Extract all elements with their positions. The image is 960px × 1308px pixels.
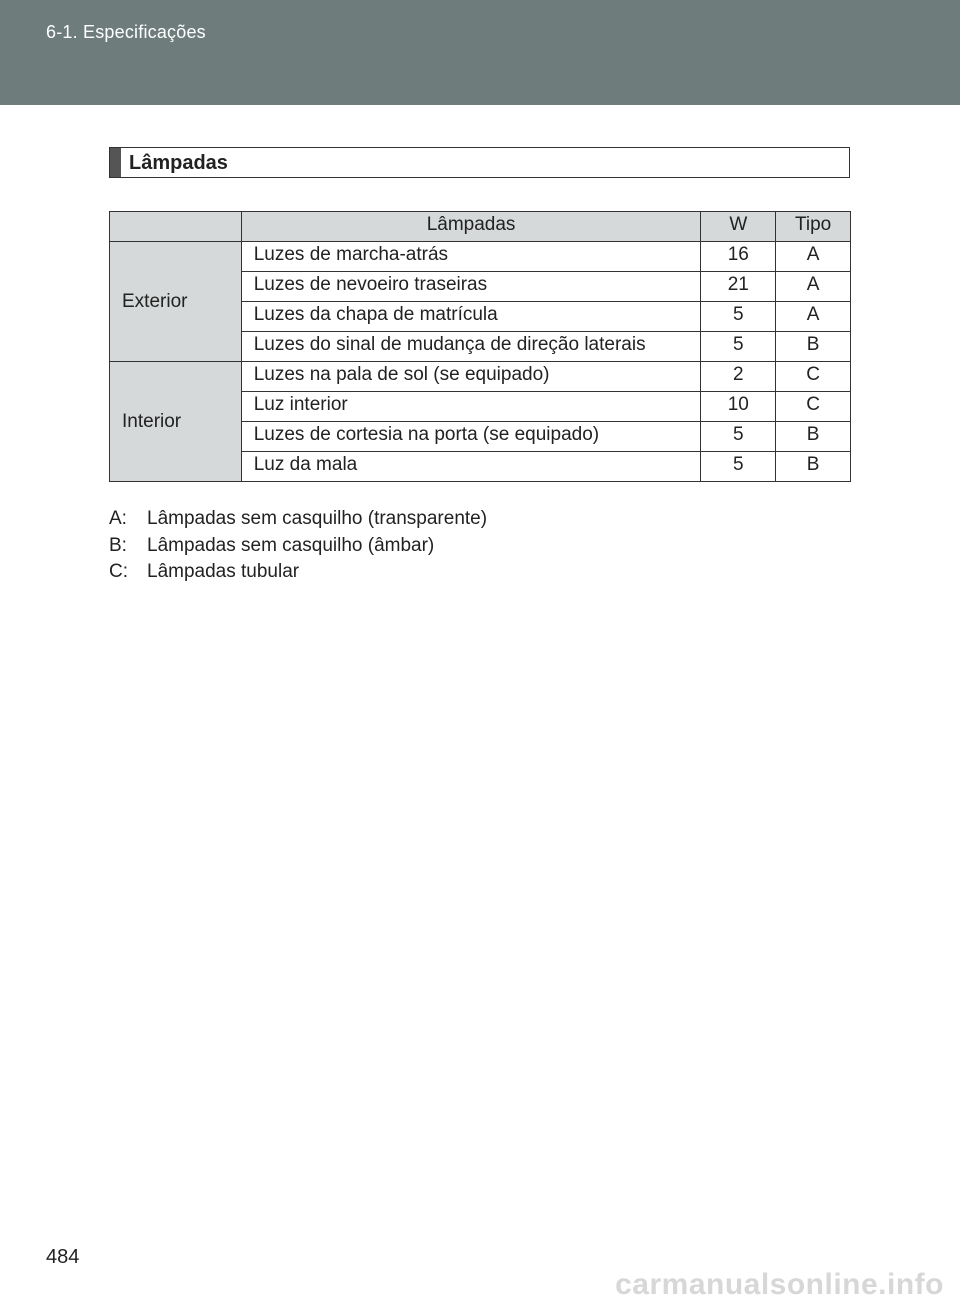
legend-text: Lâmpadas sem casquilho (transparente) [147,508,488,529]
bulb-watts: 16 [701,242,776,272]
watermark: carmanualsonline.info [615,1268,944,1301]
header-band [0,0,960,105]
bulb-name: Luzes na pala de sol (se equipado) [241,362,701,392]
bulb-watts: 5 [701,302,776,332]
page-number: 484 [46,1246,80,1268]
bulb-type: B [776,332,851,362]
heading-accent-bar [110,148,121,177]
bulb-name: Luzes do sinal de mudança de direção laterais [241,332,701,362]
bulb-type: C [776,362,851,392]
bulb-name: Luz da mala [241,452,701,482]
bulb-name: Luzes da chapa de matrícula [241,302,701,332]
header-cell-watts: W [701,212,776,242]
bulb-watts: 5 [701,422,776,452]
table-row [110,242,851,272]
bulb-type: B [776,452,851,482]
bulb-type: A [776,272,851,302]
bulb-name: Luzes de marcha-atrás [241,242,701,272]
bulbs-table [109,211,851,482]
header-cell-group [110,212,242,242]
bulb-type: B [776,422,851,452]
bulb-name: Luzes de nevoeiro traseiras [241,272,701,302]
legend-key: C: [109,561,128,582]
table-header-row [110,212,851,242]
heading-box [109,147,850,178]
legend-text: Lâmpadas tubular [147,561,300,582]
bulb-watts: 2 [701,362,776,392]
bulb-type: A [776,242,851,272]
legend-text: Lâmpadas sem casquilho (âmbar) [147,534,435,556]
type-legend [109,506,487,586]
page-heading: Lâmpadas [129,152,228,174]
bulb-watts: 21 [701,272,776,302]
bulb-name: Luzes de cortesia na porta (se equipado) [241,422,701,452]
bulb-type: A [776,302,851,332]
group-label-interior: Interior [110,362,242,482]
header-cell-type: Tipo [776,212,851,242]
section-title: 6-1. Especificações [46,22,206,42]
bulb-watts: 5 [701,452,776,482]
header-cell-bulbs: Lâmpadas [241,212,701,242]
bulb-name: Luz interior [241,392,701,422]
group-label-exterior: Exterior [110,242,242,362]
table-row [110,362,851,392]
legend-item [109,533,487,560]
bulb-type: C [776,392,851,422]
legend-key: B: [109,534,127,556]
legend-item [109,506,487,533]
bulb-watts: 10 [701,392,776,422]
legend-key: A: [109,508,127,529]
bulb-watts: 5 [701,332,776,362]
legend-item [109,559,487,586]
